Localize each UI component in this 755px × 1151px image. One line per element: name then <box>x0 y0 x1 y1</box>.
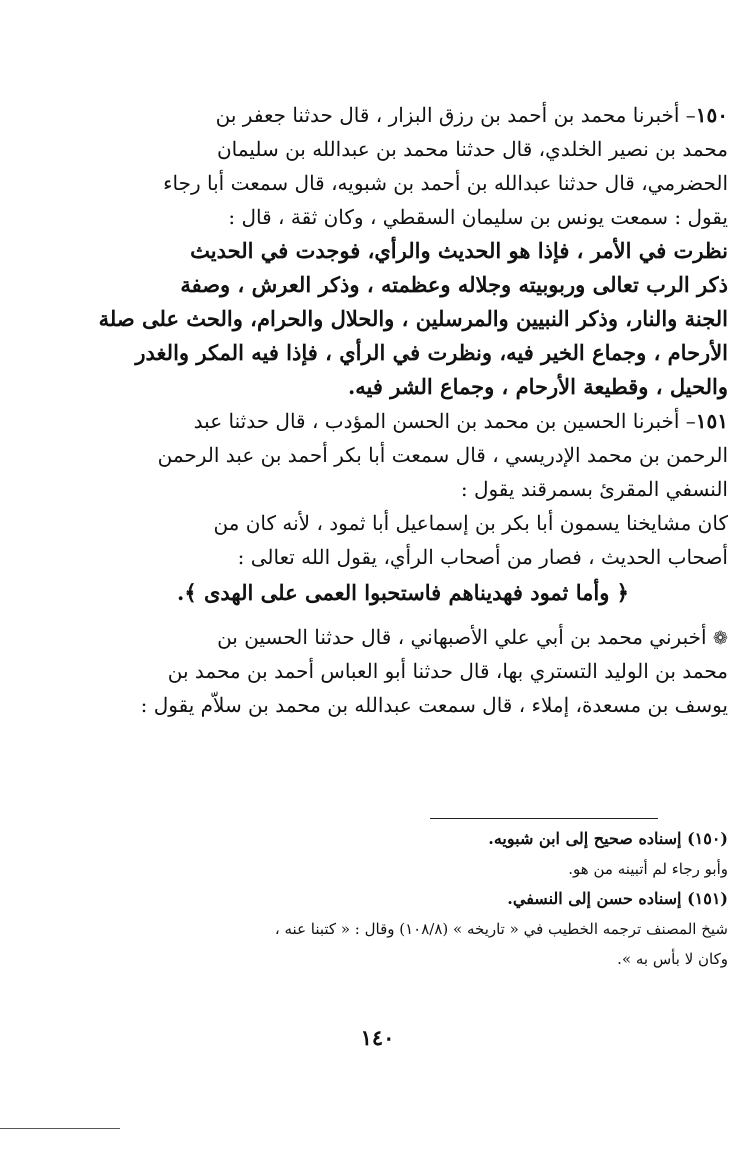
footnote-150-title: (١٥٠) إسناده صحيح إلى ابن شبويه. <box>488 829 728 848</box>
footnote-151-title: (١٥١) إسناده حسن إلى النسفي. <box>507 889 728 908</box>
entry-next-line-1: ❁ أخبرني محمد بن أبي علي الأصبهاني ، قال حدثنا الحسين بن <box>217 625 728 649</box>
entry-150 <box>78 98 728 404</box>
entry-150-quote-3: الجنة والنار، وذكر النبيين والمرسلين ، والحلال والحرام، والحث على صلة <box>98 306 728 331</box>
page-number: ١٤٠ <box>360 1025 395 1050</box>
footnote-151-line-1: شيخ المصنف ترجمه الخطيب في « تاريخه » (١٠٨/٨) وقال : « كتبنا عنه ، <box>274 920 728 938</box>
entry-150-quote-1: نظرت في الأمر ، فإذا هو الحديث والرأي، فوجدت في الحديث <box>190 238 728 263</box>
entry-151 <box>78 404 728 610</box>
entry-151-number: ١٥١ <box>695 409 728 433</box>
entry-150-quote-5: والحيل ، وقطيعة الأرحام ، وجماع الشر فيه. <box>347 374 728 399</box>
footnote-151-line-2: وكان لا بأس به ». <box>617 950 728 968</box>
footnote-separator <box>430 818 658 819</box>
entry-next <box>78 620 728 722</box>
entry-151-line-1: ١٥١– أخبرنا الحسين بن محمد بن الحسن المؤدب ، قال حدثنا عبد <box>193 409 728 433</box>
entry-151-text-2: أصحاب الحديث ، فصار من أصحاب الرأي، يقول الله تعالى : <box>237 545 728 569</box>
entry-150-line-2: محمد بن نصير الخلدي، قال حدثنا محمد بن عبدالله بن سليمان <box>216 137 728 161</box>
entry-150-line-4: يقول : سمعت يونس بن سليمان السقطي ، وكان ثقة ، قال : <box>228 205 728 229</box>
bottom-rule <box>0 1128 120 1129</box>
entry-151-text-1: كان مشايخنا يسمون أبا بكر بن إسماعيل أبا ثمود ، لأنه كان من <box>213 511 728 535</box>
entry-151-line-2: الرحمن بن محمد الإدريسي ، قال سمعت أبا بكر أحمد بن عبد الرحمن <box>157 443 728 467</box>
quran-verse: ﴿ وأما ثمود فهديناهم فاستحبوا العمى على الهدى ﴾. <box>177 580 629 605</box>
footnotes <box>78 824 728 974</box>
flower-ornament-icon: ❁ <box>712 628 728 649</box>
entry-150-line-1: ١٥٠– أخبرنا محمد بن أحمد بن رزق البزار ، قال حدثنا جعفر بن <box>215 103 728 127</box>
entry-150-number: ١٥٠ <box>695 103 728 127</box>
entry-150-line-3: الحضرمي، قال حدثنا عبدالله بن أحمد بن شبويه، قال سمعت أبا رجاء <box>163 171 728 195</box>
entry-next-line-2: محمد بن الوليد التستري بها، قال حدثنا أبو العباس أحمد بن محمد بن <box>167 659 728 683</box>
entry-next-line-3: يوسف بن مسعدة، إملاء ، قال سمعت عبدالله بن محمد بن سلاّم يقول : <box>140 693 728 717</box>
entry-151-line-3: النسفي المقرئ بسمرقند يقول : <box>460 477 728 501</box>
footnote-150-text: وأبو رجاء لم أتبينه من هو. <box>568 860 728 878</box>
entry-150-quote-4: الأرحام ، وجماع الخير فيه، ونظرت في الرأي ، فإذا فيه المكر والغدر <box>135 340 728 365</box>
entry-150-quote-2: ذكر الرب تعالى وربوبيته وجلاله وعظمته ، وذكر العرش ، وصفة <box>180 272 728 297</box>
